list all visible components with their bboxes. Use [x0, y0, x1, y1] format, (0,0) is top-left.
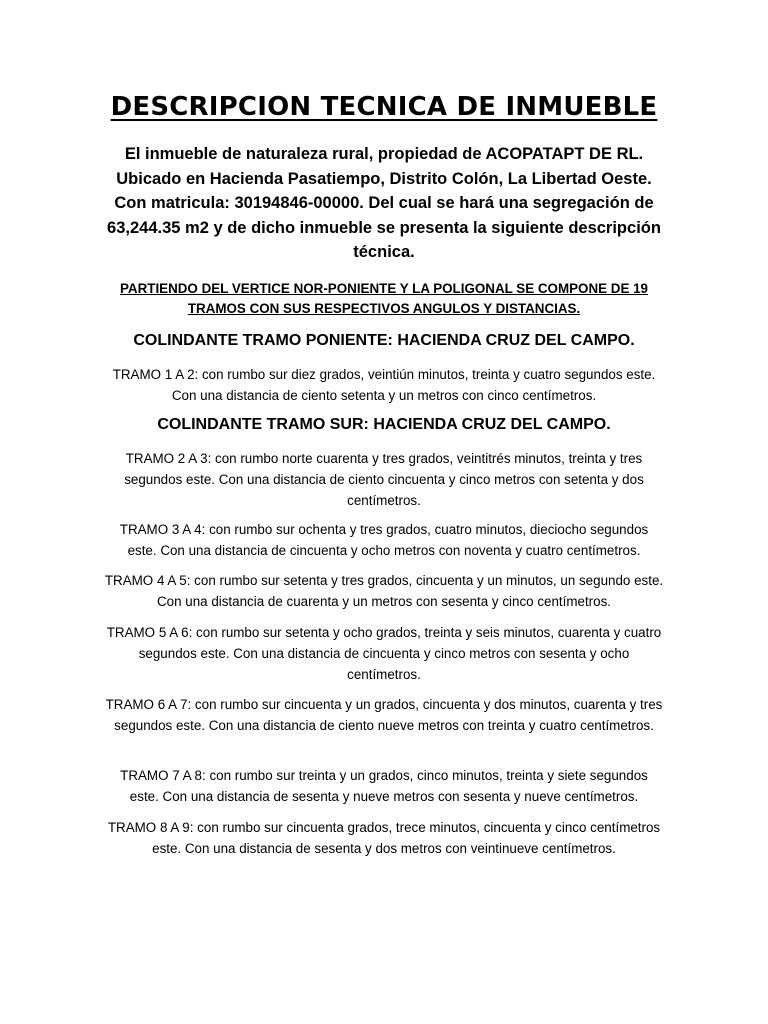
intro-paragraph: El inmueble de naturaleza rural, propiedad de ACOPATAPT DE RL. Ubicado en Hacienda Pasatiempo, Distrito Colón, La Libertad Oeste. Con matricula: 30194846-00000. Del cual se hará una segregación de 63,244.35 m2 y de dicho inmueble se presenta la siguiente descripción técnica.	[107, 145, 661, 261]
tramo-paragraph: TRAMO 1 A 2: con rumbo sur diez grados, veintiún minutos, treinta y cuatro segundos este. Con una distancia de ciento setenta y un metros con cinco centímetros.	[112, 367, 656, 403]
tramo-paragraph: TRAMO 2 A 3: con rumbo norte cuarenta y tres grados, veintitrés minutos, treinta y tres segundos este. Con una distancia de ciento cincuenta y cinco metros con setenta y dos centímetros.	[124, 451, 644, 508]
tramo-paragraph: TRAMO 4 A 5: con rumbo sur setenta y tres grados, cincuenta y un minutos, un segundo este. Con una distancia de cuarenta y un metros con sesenta y cinco centímetros.	[104, 573, 664, 609]
document-title: DESCRIPCION TECNICA DE INMUEBLE	[110, 92, 658, 122]
tramo-paragraph: TRAMO 3 A 4: con rumbo sur ochenta y tres grados, cuatro minutos, dieciocho segundos este. Con una distancia de cincuenta y ocho metros con noventa y cuatro centímetros.	[119, 522, 649, 558]
polygon-heading: PARTIENDO DEL VERTICE NOR-PONIENTE Y LA POLIGONAL SE COMPONE DE 19 TRAMOS CON SUS RESPECTIVOS ANGULOS Y DISTANCIAS.	[119, 281, 648, 316]
tramo-paragraph: TRAMO 7 A 8: con rumbo sur treinta y un grados, cinco minutos, treinta y siete segundos este. Con una distancia de sesenta y nueve metros con sesenta y nueve centímetros.	[120, 768, 648, 804]
colindante-sur-heading: COLINDANTE TRAMO SUR: HACIENDA CRUZ DEL CAMPO.	[157, 416, 611, 433]
tramo-paragraph: TRAMO 5 A 6: con rumbo sur setenta y ocho grados, treinta y seis minutos, cuarenta y cuatro segundos este. Con una distancia de cincuenta y cinco metros con sesenta y ocho centímetros.	[106, 625, 662, 682]
tramo-paragraph: TRAMO 6 A 7: con rumbo sur cincuenta y un grados, cincuenta y dos minutos, cuarenta y tres segundos este. Con una distancia de ciento nueve metros con treinta y cuatro centímetros.	[105, 697, 663, 733]
tramo-paragraph: TRAMO 8 A 9: con rumbo sur cincuenta grados, trece minutos, cincuenta y cinco centímetros este. Con una distancia de sesenta y dos metros con veintinueve centímetros.	[107, 820, 661, 856]
colindante-poniente-heading: COLINDANTE TRAMO PONIENTE: HACIENDA CRUZ DEL CAMPO.	[133, 332, 635, 349]
